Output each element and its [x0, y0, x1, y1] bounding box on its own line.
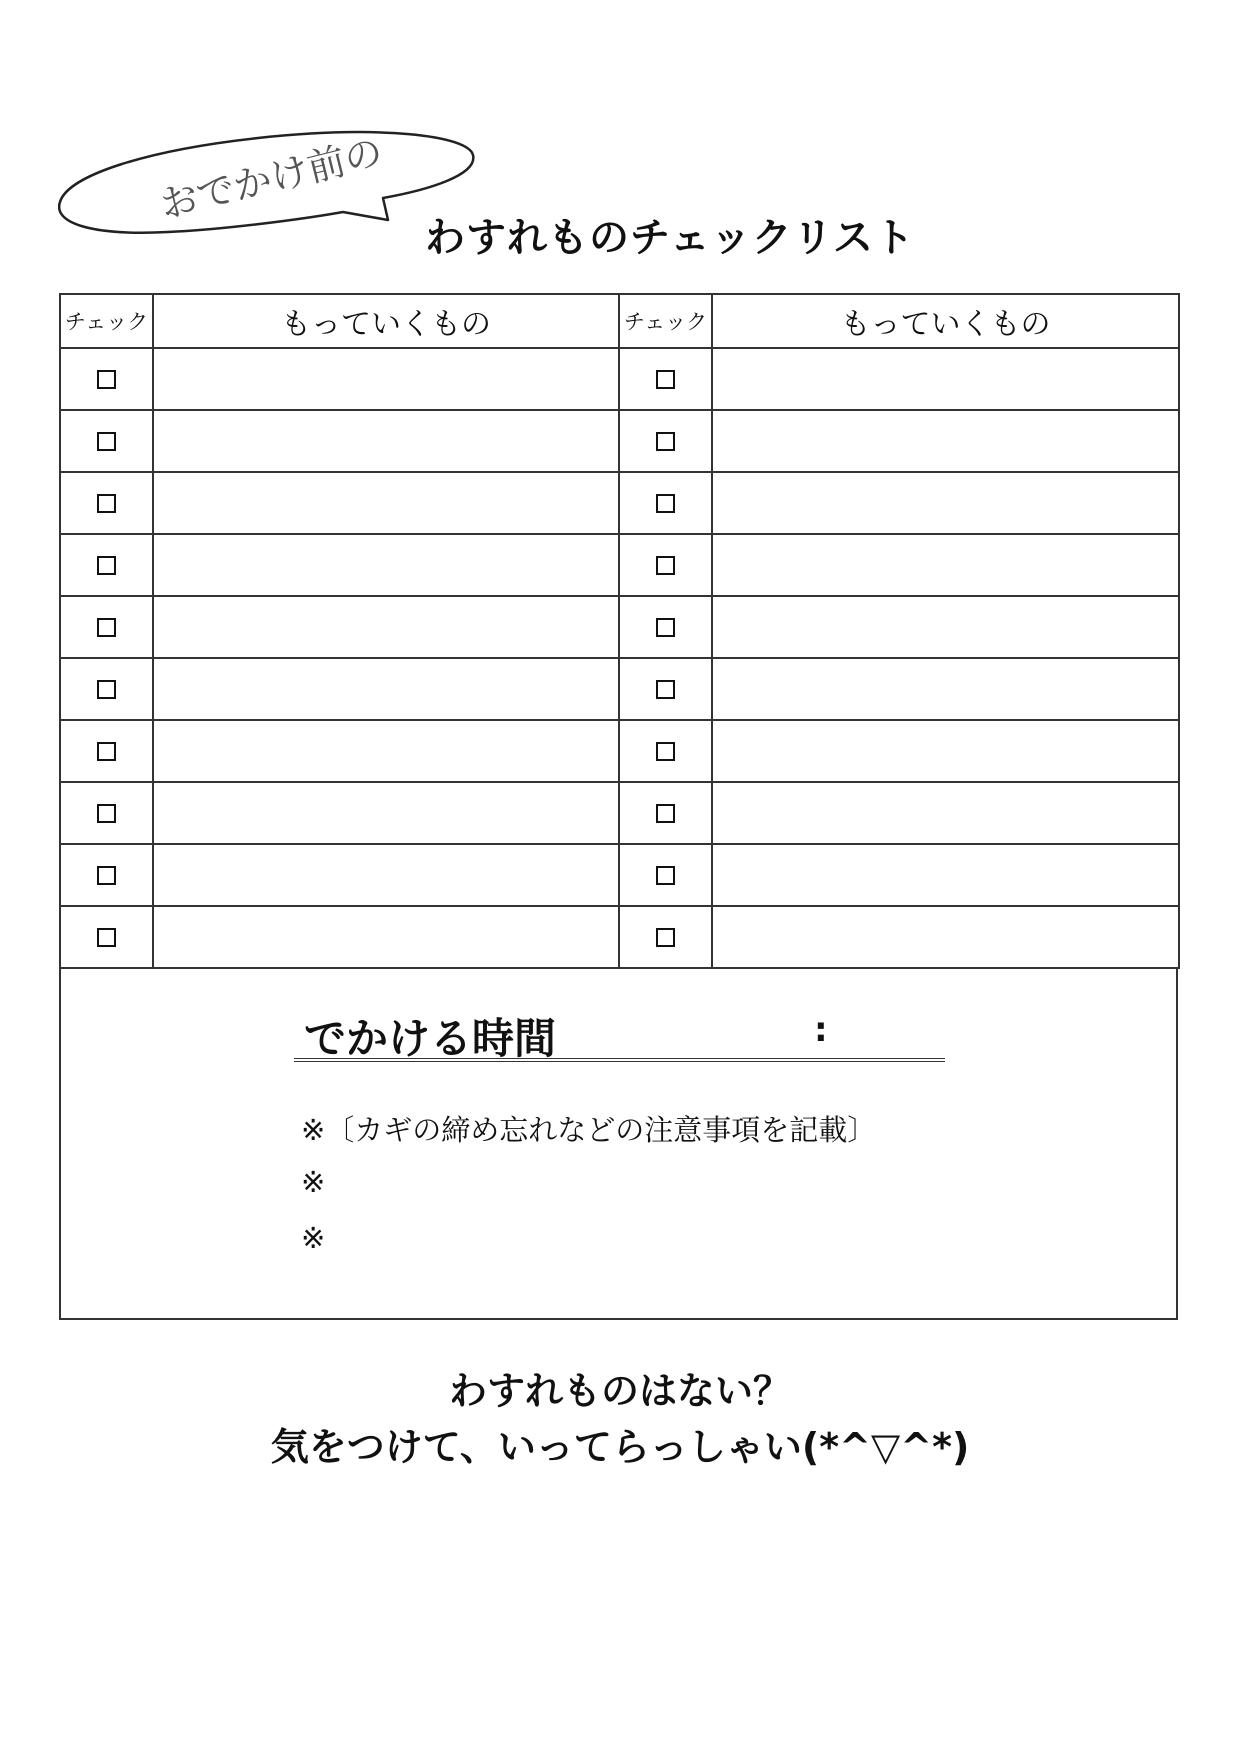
item-field-right[interactable]	[712, 348, 1179, 410]
item-field-right[interactable]	[712, 472, 1179, 534]
check-cell-left	[60, 596, 153, 658]
check-cell-left	[60, 348, 153, 410]
item-field-right[interactable]	[712, 906, 1179, 968]
checkbox-left[interactable]	[97, 680, 116, 699]
check-column-header-left: チェック	[60, 294, 153, 348]
item-field-right[interactable]	[712, 844, 1179, 906]
checkbox-right[interactable]	[656, 370, 675, 389]
check-cell-right	[619, 596, 712, 658]
checkbox-right[interactable]	[656, 618, 675, 637]
checklist-table	[59, 293, 1180, 969]
check-cell-left	[60, 534, 153, 596]
table-header-row	[60, 294, 1179, 348]
item-field-left[interactable]	[153, 782, 619, 844]
item-field-right[interactable]	[712, 410, 1179, 472]
item-column-header-right: もっていくもの	[712, 294, 1179, 348]
item-field-left[interactable]	[153, 472, 619, 534]
table-row	[60, 472, 1179, 534]
checkbox-right[interactable]	[656, 494, 675, 513]
checkbox-left[interactable]	[97, 618, 116, 637]
item-field-right[interactable]	[712, 658, 1179, 720]
table-row	[60, 596, 1179, 658]
footer-question: わすれものはない？	[448, 1369, 791, 1413]
checkbox-left[interactable]	[97, 804, 116, 823]
check-cell-right	[619, 410, 712, 472]
check-cell-left	[60, 720, 153, 782]
item-field-left[interactable]	[153, 410, 619, 472]
item-field-left[interactable]	[153, 844, 619, 906]
footer-farewell: 気をつけて、いってらっしゃい(*^▽^*)	[270, 1425, 970, 1469]
departure-time-field[interactable]	[294, 1006, 945, 1062]
check-column-header-right: チェック	[619, 294, 712, 348]
item-column-header-left: もっていくもの	[153, 294, 619, 348]
table-row	[60, 348, 1179, 410]
table-row	[60, 410, 1179, 472]
table-row	[60, 534, 1179, 596]
item-field-right[interactable]	[712, 782, 1179, 844]
item-field-left[interactable]	[153, 596, 619, 658]
checkbox-left[interactable]	[97, 866, 116, 885]
check-cell-right	[619, 348, 712, 410]
item-field-right[interactable]	[712, 534, 1179, 596]
check-cell-right	[619, 844, 712, 906]
check-cell-right	[619, 782, 712, 844]
check-cell-left	[60, 410, 153, 472]
departure-time-label: でかける時間	[304, 1014, 557, 1063]
checkbox-right[interactable]	[656, 742, 675, 761]
checkbox-left[interactable]	[97, 494, 116, 513]
table-row	[60, 720, 1179, 782]
checkbox-right[interactable]	[656, 928, 675, 947]
check-cell-right	[619, 472, 712, 534]
table-row	[60, 844, 1179, 906]
note-line-3: ※	[301, 1221, 326, 1255]
notes-box	[59, 968, 1178, 1320]
item-field-left[interactable]	[153, 348, 619, 410]
checkbox-left[interactable]	[97, 556, 116, 575]
bubble-text: おでかけ前の	[155, 129, 388, 228]
checkbox-left[interactable]	[97, 370, 116, 389]
item-field-left[interactable]	[153, 534, 619, 596]
check-cell-right	[619, 534, 712, 596]
note-line-2: ※	[301, 1165, 326, 1199]
item-field-right[interactable]	[712, 720, 1179, 782]
checkbox-right[interactable]	[656, 680, 675, 699]
check-cell-left	[60, 844, 153, 906]
item-field-left[interactable]	[153, 658, 619, 720]
check-cell-left	[60, 658, 153, 720]
page-title: わすれものチェックリスト	[425, 215, 915, 261]
checkbox-right[interactable]	[656, 866, 675, 885]
checkbox-right[interactable]	[656, 432, 675, 451]
check-cell-right	[619, 658, 712, 720]
checkbox-left[interactable]	[97, 928, 116, 947]
check-cell-left	[60, 906, 153, 968]
checkbox-right[interactable]	[656, 804, 675, 823]
departure-time-separator: :	[814, 1010, 828, 1050]
checkbox-right[interactable]	[656, 556, 675, 575]
table-row	[60, 658, 1179, 720]
check-cell-right	[619, 906, 712, 968]
check-cell-left	[60, 472, 153, 534]
item-field-right[interactable]	[712, 596, 1179, 658]
checkbox-left[interactable]	[97, 432, 116, 451]
item-field-left[interactable]	[153, 720, 619, 782]
table-row	[60, 906, 1179, 968]
checkbox-left[interactable]	[97, 742, 116, 761]
note-line-1: ※〔カギの締め忘れなどの注意事項を記載〕	[301, 1113, 877, 1147]
item-field-left[interactable]	[153, 906, 619, 968]
table-row	[60, 782, 1179, 844]
check-cell-left	[60, 782, 153, 844]
check-cell-right	[619, 720, 712, 782]
